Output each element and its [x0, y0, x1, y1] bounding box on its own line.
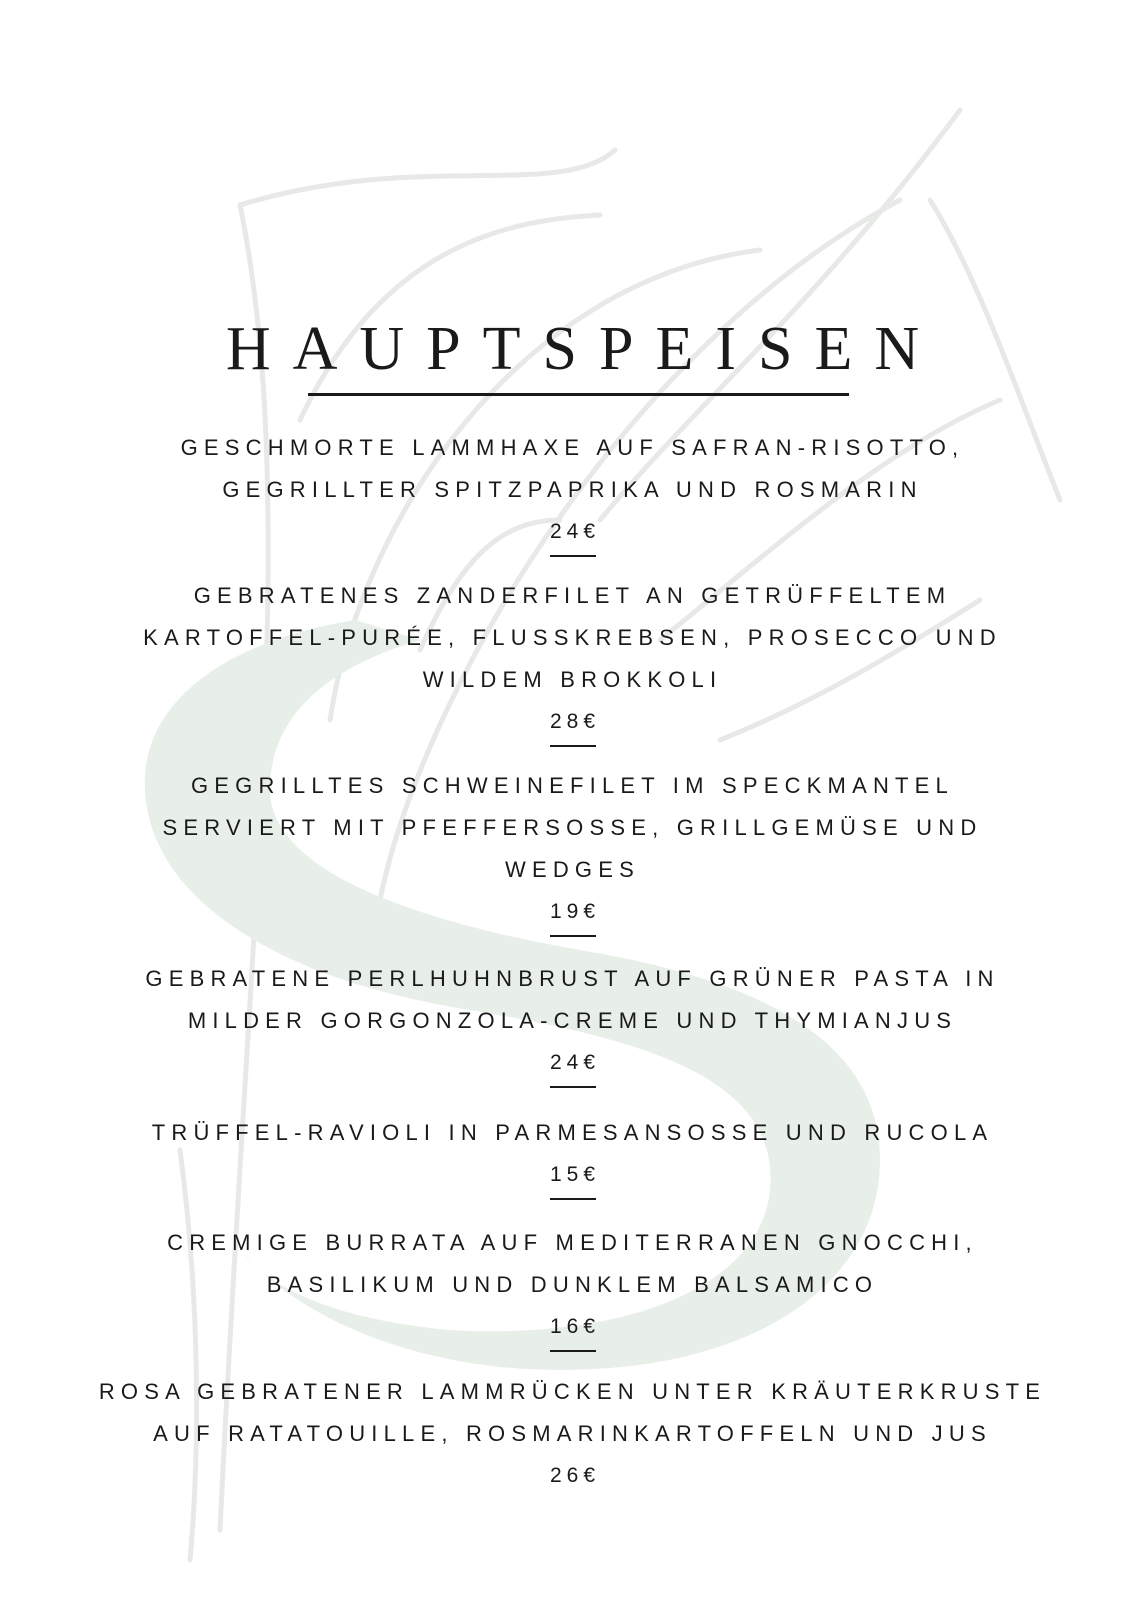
dish-name: ROSA GEBRATENER LAMMRÜCKEN UNTER KRÄUTERKRUSTE AUF RATATOUILLE, ROSMARINKARTOFFELN UND JUS [98, 1379, 1047, 1446]
dish-price: 15€ [549, 1163, 601, 1186]
dish-price: 26€ [549, 1464, 601, 1487]
dish-item [0, 1112, 1145, 1200]
dish-name: GEBRATENE PERLHUHNBRUST AUF GRÜNER PASTA IN MILDER GORGONZOLA-CREME UND THYMIANJUS [145, 966, 1000, 1033]
dish-item [0, 427, 1145, 557]
dish-divider [550, 555, 596, 557]
dish-item [0, 958, 1145, 1088]
dish-name: GESCHMORTE LAMMHAXE AUF SAFRAN-RISOTTO, GEGRILLTER SPITZPAPRIKA UND ROSMARIN [180, 435, 965, 502]
title-underline [308, 393, 849, 396]
dish-item [0, 1371, 1145, 1491]
dish-item [0, 1222, 1145, 1352]
dish-price: 19€ [549, 900, 601, 923]
dish-name: CREMIGE BURRATA AUF MEDITERRANEN GNOCCHI, BASILIKUM UND DUNKLEM BALSAMICO [167, 1230, 978, 1297]
dish-name: GEBRATENES ZANDERFILET AN GETRÜFFELTEM KARTOFFEL-PURÉE, FLUSSKREBSEN, PROSECCO UND WILDEM BROKKOLI [143, 583, 1002, 692]
dish-divider [550, 1086, 596, 1088]
dish-item [0, 765, 1145, 937]
dish-price: 16€ [549, 1315, 601, 1338]
dish-divider [550, 935, 596, 937]
dish-item [0, 575, 1145, 747]
dish-divider [550, 745, 596, 747]
dish-price: 24€ [549, 1051, 601, 1074]
dish-price: 28€ [549, 710, 601, 733]
dish-name: TRÜFFEL-RAVIOLI IN PARMESANSOSSE UND RUCOLA [151, 1120, 994, 1145]
dish-divider [550, 1350, 596, 1352]
page-title: HAUPTSPEISEN [225, 315, 942, 383]
dish-divider [550, 1198, 596, 1200]
dish-price: 24€ [549, 520, 601, 543]
dish-name: GEGRILLTES SCHWEINEFILET IM SPECKMANTEL SERVIERT MIT PFEFFERSOSSE, GRILLGEMÜSE UND WEDGES [162, 773, 983, 882]
